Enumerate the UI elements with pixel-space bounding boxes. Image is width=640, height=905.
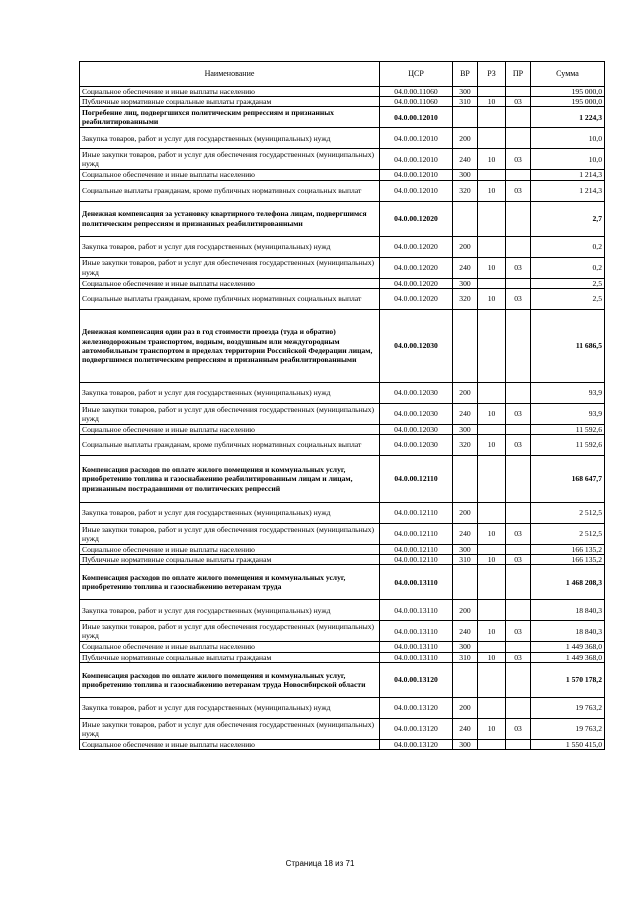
cell-csr: 04.0.00.13110 — [380, 652, 453, 662]
cell-rz: 10 — [478, 403, 506, 424]
cell-sum: 11 686,5 — [531, 309, 605, 382]
cell-csr: 04.0.00.12030 — [380, 403, 453, 424]
cell-pr — [506, 503, 531, 524]
table-row — [80, 170, 605, 180]
cell-csr: 04.0.00.13120 — [380, 697, 453, 718]
cell-pr: 03 — [506, 524, 531, 545]
table-row — [80, 600, 605, 621]
cell-sum: 195 000,0 — [531, 87, 605, 97]
cell-rz — [478, 128, 506, 149]
cell-name: Социальное обеспечение и иные выплаты населению — [80, 170, 380, 180]
cell-vr: 310 — [453, 97, 478, 107]
cell-rz: 10 — [478, 180, 506, 201]
cell-csr: 04.0.00.12110 — [380, 456, 453, 503]
cell-rz: 10 — [478, 97, 506, 107]
cell-csr: 04.0.00.12010 — [380, 128, 453, 149]
cell-pr — [506, 107, 531, 128]
cell-pr — [506, 600, 531, 621]
cell-csr: 04.0.00.12010 — [380, 107, 453, 128]
cell-sum: 1 468 208,3 — [531, 565, 605, 600]
cell-sum: 1 214,3 — [531, 170, 605, 180]
cell-vr — [453, 565, 478, 600]
table-row — [80, 403, 605, 424]
cell-pr: 03 — [506, 97, 531, 107]
cell-pr: 03 — [506, 621, 531, 642]
table-row-section — [80, 565, 605, 600]
cell-sum: 2,7 — [531, 201, 605, 236]
cell-name: Компенсация расходов по оплате жилого помещения и коммунальных услуг, приобретению топлива и газоснабжению ветеранам труда Новосибирской области — [80, 662, 380, 697]
table-row — [80, 435, 605, 456]
cell-pr: 03 — [506, 180, 531, 201]
cell-csr: 04.0.00.12030 — [380, 435, 453, 456]
cell-pr — [506, 697, 531, 718]
page-number: Страница 18 из 71 — [285, 859, 355, 868]
cell-pr: 03 — [506, 149, 531, 170]
cell-name: Социальное обеспечение и иные выплаты населению — [80, 545, 380, 555]
cell-vr — [453, 201, 478, 236]
cell-sum: 11 592,6 — [531, 435, 605, 456]
cell-rz — [478, 503, 506, 524]
table-row — [80, 382, 605, 403]
cell-csr: 04.0.00.12020 — [380, 257, 453, 278]
cell-rz — [478, 600, 506, 621]
cell-rz — [478, 424, 506, 434]
cell-vr: 310 — [453, 555, 478, 565]
cell-rz: 10 — [478, 652, 506, 662]
cell-vr: 300 — [453, 278, 478, 288]
cell-sum: 1 214,3 — [531, 180, 605, 201]
cell-vr: 300 — [453, 170, 478, 180]
cell-sum: 195 000,0 — [531, 97, 605, 107]
cell-rz — [478, 309, 506, 382]
cell-pr — [506, 456, 531, 503]
cell-csr: 04.0.00.12020 — [380, 288, 453, 309]
cell-name: Социальные выплаты гражданам, кроме публичных нормативных социальных выплат — [80, 180, 380, 201]
cell-pr: 03 — [506, 257, 531, 278]
cell-vr: 310 — [453, 652, 478, 662]
cell-name: Иные закупки товаров, работ и услуг для обеспечения государственных (муниципальных) нужд — [80, 149, 380, 170]
cell-csr: 04.0.00.12030 — [380, 424, 453, 434]
table-row — [80, 739, 605, 749]
cell-rz: 10 — [478, 524, 506, 545]
table-row — [80, 236, 605, 257]
cell-name: Социальное обеспечение и иные выплаты населению — [80, 424, 380, 434]
cell-rz — [478, 642, 506, 652]
cell-pr: 03 — [506, 652, 531, 662]
cell-csr: 04.0.00.12110 — [380, 555, 453, 565]
cell-pr — [506, 565, 531, 600]
cell-vr: 200 — [453, 382, 478, 403]
table-row — [80, 87, 605, 97]
table-row — [80, 149, 605, 170]
cell-name: Иные закупки товаров, работ и услуг для обеспечения государственных (муниципальных) нужд — [80, 403, 380, 424]
cell-rz: 10 — [478, 435, 506, 456]
cell-rz: 10 — [478, 718, 506, 739]
table-row — [80, 503, 605, 524]
cell-csr: 04.0.00.13120 — [380, 718, 453, 739]
table-row — [80, 180, 605, 201]
table-row — [80, 652, 605, 662]
cell-rz: 10 — [478, 257, 506, 278]
cell-rz — [478, 107, 506, 128]
cell-vr — [453, 662, 478, 697]
cell-name: Погребение лиц, подвергшихся политическим репрессиям и признанных реабилитированными — [80, 107, 380, 128]
cell-vr — [453, 309, 478, 382]
cell-rz — [478, 278, 506, 288]
cell-csr: 04.0.00.13110 — [380, 642, 453, 652]
cell-sum: 168 647,7 — [531, 456, 605, 503]
cell-name: Иные закупки товаров, работ и услуг для обеспечения государственных (муниципальных) нужд — [80, 718, 380, 739]
cell-sum: 10,0 — [531, 128, 605, 149]
cell-csr: 04.0.00.13120 — [380, 739, 453, 749]
cell-sum: 18 840,3 — [531, 600, 605, 621]
table-row — [80, 257, 605, 278]
cell-name: Закупка товаров, работ и услуг для государственных (муниципальных) нужд — [80, 236, 380, 257]
cell-sum: 1 550 415,0 — [531, 739, 605, 749]
cell-pr: 03 — [506, 555, 531, 565]
header-pr: ПР — [506, 62, 531, 87]
cell-sum: 19 763,2 — [531, 718, 605, 739]
cell-rz — [478, 662, 506, 697]
header-csr: ЦСР — [380, 62, 453, 87]
cell-pr — [506, 278, 531, 288]
cell-name: Социальное обеспечение и иные выплаты населению — [80, 642, 380, 652]
cell-csr: 04.0.00.12030 — [380, 382, 453, 403]
cell-pr: 03 — [506, 718, 531, 739]
cell-vr: 240 — [453, 149, 478, 170]
cell-csr: 04.0.00.12010 — [380, 149, 453, 170]
cell-sum: 93,9 — [531, 403, 605, 424]
table-row — [80, 718, 605, 739]
table-row — [80, 697, 605, 718]
cell-csr: 04.0.00.12110 — [380, 524, 453, 545]
cell-vr — [453, 456, 478, 503]
cell-name: Закупка товаров, работ и услуг для государственных (муниципальных) нужд — [80, 382, 380, 403]
cell-rz — [478, 697, 506, 718]
cell-vr: 320 — [453, 180, 478, 201]
cell-csr: 04.0.00.12030 — [380, 309, 453, 382]
cell-vr: 320 — [453, 288, 478, 309]
cell-vr: 300 — [453, 545, 478, 555]
cell-csr: 04.0.00.12110 — [380, 545, 453, 555]
header-rz: РЗ — [478, 62, 506, 87]
cell-name: Закупка товаров, работ и услуг для государственных (муниципальных) нужд — [80, 503, 380, 524]
cell-csr: 04.0.00.12010 — [380, 180, 453, 201]
table-row — [80, 288, 605, 309]
budget-table — [79, 61, 605, 750]
cell-sum: 0,2 — [531, 236, 605, 257]
table-body — [80, 87, 605, 750]
cell-name: Закупка товаров, работ и услуг для государственных (муниципальных) нужд — [80, 128, 380, 149]
cell-csr: 04.0.00.11060 — [380, 87, 453, 97]
cell-name: Иные закупки товаров, работ и услуг для обеспечения государственных (муниципальных) нужд — [80, 257, 380, 278]
cell-pr: 03 — [506, 288, 531, 309]
cell-rz: 10 — [478, 149, 506, 170]
header-name: Наименование — [80, 62, 380, 87]
table-row-section — [80, 662, 605, 697]
cell-vr: 200 — [453, 697, 478, 718]
cell-sum: 93,9 — [531, 382, 605, 403]
cell-vr: 300 — [453, 642, 478, 652]
cell-vr: 240 — [453, 257, 478, 278]
cell-vr: 200 — [453, 236, 478, 257]
cell-vr: 240 — [453, 718, 478, 739]
cell-vr — [453, 107, 478, 128]
cell-pr — [506, 382, 531, 403]
cell-name: Компенсация расходов по оплате жилого помещения и коммунальных услуг, приобретению топлива и газоснабжению ветеранам труда — [80, 565, 380, 600]
cell-name: Иные закупки товаров, работ и услуг для обеспечения государственных (муниципальных) нужд — [80, 621, 380, 642]
cell-csr: 04.0.00.12020 — [380, 201, 453, 236]
cell-name: Социальные выплаты гражданам, кроме публичных нормативных социальных выплат — [80, 288, 380, 309]
cell-vr: 300 — [453, 424, 478, 434]
cell-pr — [506, 201, 531, 236]
cell-sum: 0,2 — [531, 257, 605, 278]
cell-sum: 2,5 — [531, 278, 605, 288]
cell-sum: 2,5 — [531, 288, 605, 309]
table-row — [80, 97, 605, 107]
cell-rz — [478, 565, 506, 600]
cell-rz: 10 — [478, 288, 506, 309]
table-row-section — [80, 456, 605, 503]
cell-sum: 1 224,3 — [531, 107, 605, 128]
cell-rz — [478, 87, 506, 97]
table-row — [80, 128, 605, 149]
header-vr: ВР — [453, 62, 478, 87]
cell-name: Закупка товаров, работ и услуг для государственных (муниципальных) нужд — [80, 600, 380, 621]
header-sum: Сумма — [531, 62, 605, 87]
cell-sum: 18 840,3 — [531, 621, 605, 642]
cell-sum: 2 512,5 — [531, 524, 605, 545]
cell-pr — [506, 170, 531, 180]
cell-pr — [506, 87, 531, 97]
cell-sum: 19 763,2 — [531, 697, 605, 718]
cell-vr: 320 — [453, 435, 478, 456]
cell-sum: 1 449 368,0 — [531, 642, 605, 652]
cell-rz: 10 — [478, 555, 506, 565]
cell-sum: 1 449 368,0 — [531, 652, 605, 662]
cell-rz — [478, 170, 506, 180]
cell-pr — [506, 309, 531, 382]
cell-rz — [478, 201, 506, 236]
cell-name: Денежная компенсация за установку квартирного телефона лицам, подвергшимся политическим репрессиям и признанных реабилитированными — [80, 201, 380, 236]
cell-pr — [506, 128, 531, 149]
table-row-section — [80, 201, 605, 236]
table-header — [80, 62, 605, 87]
cell-pr — [506, 424, 531, 434]
cell-pr: 03 — [506, 435, 531, 456]
cell-sum: 1 570 178,2 — [531, 662, 605, 697]
cell-name: Компенсация расходов по оплате жилого помещения и коммунальных услуг, приобретению топлива и газоснабжению реабилитированным лицам и лицам, признанным пострадавшими от политических репрессий — [80, 456, 380, 503]
cell-name: Социальное обеспечение и иные выплаты населению — [80, 87, 380, 97]
cell-pr — [506, 739, 531, 749]
table-row-section — [80, 107, 605, 128]
cell-name: Публичные нормативные социальные выплаты гражданам — [80, 555, 380, 565]
cell-sum: 166 135,2 — [531, 545, 605, 555]
cell-vr: 240 — [453, 621, 478, 642]
cell-csr: 04.0.00.13110 — [380, 600, 453, 621]
cell-csr: 04.0.00.13110 — [380, 621, 453, 642]
table-row-section — [80, 309, 605, 382]
cell-vr: 240 — [453, 403, 478, 424]
cell-rz — [478, 739, 506, 749]
cell-vr: 300 — [453, 87, 478, 97]
cell-csr: 04.0.00.12010 — [380, 170, 453, 180]
cell-pr — [506, 662, 531, 697]
cell-name: Публичные нормативные социальные выплаты гражданам — [80, 652, 380, 662]
cell-rz: 10 — [478, 621, 506, 642]
cell-vr: 200 — [453, 600, 478, 621]
cell-vr: 200 — [453, 128, 478, 149]
cell-name: Денежная компенсация один раз в год стоимости проезда (туда и обратно) железнодорожным транспортом, водным, воздушным или междугородным автомобильным транспортом в пределах территории Российской Федерации лицам, подвергшимся политическим репрессиям и признанным реабилитированными — [80, 309, 380, 382]
cell-rz — [478, 236, 506, 257]
cell-pr — [506, 642, 531, 652]
cell-name: Социальное обеспечение и иные выплаты населению — [80, 739, 380, 749]
cell-vr: 300 — [453, 739, 478, 749]
table-row — [80, 621, 605, 642]
cell-csr: 04.0.00.13120 — [380, 662, 453, 697]
table-row — [80, 524, 605, 545]
cell-csr: 04.0.00.13110 — [380, 565, 453, 600]
cell-rz — [478, 456, 506, 503]
cell-vr: 240 — [453, 524, 478, 545]
cell-name: Закупка товаров, работ и услуг для государственных (муниципальных) нужд — [80, 697, 380, 718]
table-row — [80, 424, 605, 434]
table-row — [80, 555, 605, 565]
table-row — [80, 278, 605, 288]
cell-name: Социальное обеспечение и иные выплаты населению — [80, 278, 380, 288]
cell-name: Социальные выплаты гражданам, кроме публичных нормативных социальных выплат — [80, 435, 380, 456]
cell-sum: 2 512,5 — [531, 503, 605, 524]
table-row — [80, 545, 605, 555]
cell-pr: 03 — [506, 403, 531, 424]
cell-name: Публичные нормативные социальные выплаты гражданам — [80, 97, 380, 107]
table-row — [80, 642, 605, 652]
cell-csr: 04.0.00.12110 — [380, 503, 453, 524]
cell-csr: 04.0.00.11060 — [380, 97, 453, 107]
cell-pr — [506, 236, 531, 257]
cell-sum: 11 592,6 — [531, 424, 605, 434]
cell-sum: 10,0 — [531, 149, 605, 170]
cell-vr: 200 — [453, 503, 478, 524]
cell-name: Иные закупки товаров, работ и услуг для обеспечения государственных (муниципальных) нужд — [80, 524, 380, 545]
cell-rz — [478, 545, 506, 555]
cell-pr — [506, 545, 531, 555]
cell-csr: 04.0.00.12020 — [380, 278, 453, 288]
cell-rz — [478, 382, 506, 403]
cell-sum: 166 135,2 — [531, 555, 605, 565]
cell-csr: 04.0.00.12020 — [380, 236, 453, 257]
header-row — [80, 62, 605, 87]
